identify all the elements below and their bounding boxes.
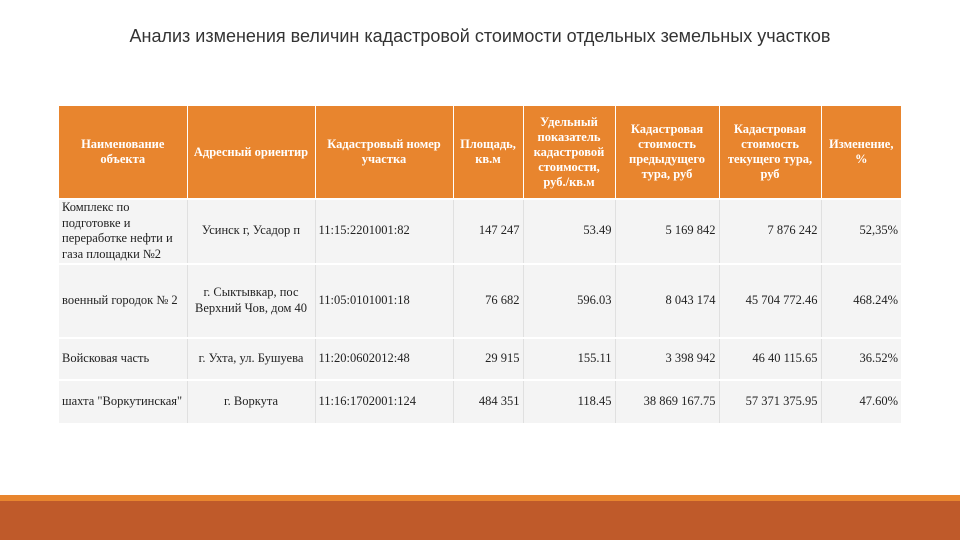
cell-address: г. Сыктывкар, пос Верхний Чов, дом 40 xyxy=(187,264,315,338)
cell-area: 76 682 xyxy=(453,264,523,338)
cell-name: Войсковая часть xyxy=(59,338,187,380)
column-header-change: Изменение, % xyxy=(821,106,901,199)
column-header-current-value: Кадастровая стоимость текущего тура, руб xyxy=(719,106,821,199)
cell-previous-value: 38 869 167.75 xyxy=(615,380,719,423)
cell-name: военный городок № 2 xyxy=(59,264,187,338)
table-header-row xyxy=(59,106,901,199)
cell-change: 47.60% xyxy=(821,380,901,423)
column-header-address: Адресный ориентир xyxy=(187,106,315,199)
cell-change: 36.52% xyxy=(821,338,901,380)
column-header-previous-value: Кадастровая стоимость предыдущего тура, руб xyxy=(615,106,719,199)
page-title: Анализ изменения величин кадастровой стоимости отдельных земельных участков xyxy=(129,26,831,46)
cell-cadastral-number: 11:20:0602012:48 xyxy=(315,338,453,380)
cell-unit-value: 118.45 xyxy=(523,380,615,423)
column-header-unit-value: Удельный показатель кадастровой стоимости, руб./кв.м xyxy=(523,106,615,199)
cell-name: шахта "Воркутинская" xyxy=(59,380,187,423)
table-row xyxy=(59,264,901,338)
cell-change: 468.24% xyxy=(821,264,901,338)
column-header-cadastral-number: Кадастровый номер участка xyxy=(315,106,453,199)
cell-current-value: 57 371 375.95 xyxy=(719,380,821,423)
footer-bar xyxy=(0,501,960,540)
cell-previous-value: 8 043 174 xyxy=(615,264,719,338)
cell-area: 29 915 xyxy=(453,338,523,380)
cell-address: г. Ухта, ул. Бушуева xyxy=(187,338,315,380)
cell-previous-value: 3 398 942 xyxy=(615,338,719,380)
cadastral-table xyxy=(59,106,901,423)
cell-previous-value: 5 169 842 xyxy=(615,199,719,264)
cell-cadastral-number: 11:16:1702001:124 xyxy=(315,380,453,423)
table-row xyxy=(59,199,901,264)
cell-address: г. Воркута xyxy=(187,380,315,423)
cell-name: Комплекс по подготовке и переработке нефти и газа площадки №2 xyxy=(59,199,187,264)
column-header-area: Площадь, кв.м xyxy=(453,106,523,199)
cell-unit-value: 596.03 xyxy=(523,264,615,338)
cell-unit-value: 155.11 xyxy=(523,338,615,380)
cell-area: 484 351 xyxy=(453,380,523,423)
table-row xyxy=(59,338,901,380)
cell-current-value: 7 876 242 xyxy=(719,199,821,264)
cell-current-value: 46 40 115.65 xyxy=(719,338,821,380)
cell-change: 52,35% xyxy=(821,199,901,264)
cell-address: Усинск г, Усадор п xyxy=(187,199,315,264)
column-header-name: Наименование объекта xyxy=(59,106,187,199)
cell-area: 147 247 xyxy=(453,199,523,264)
cell-cadastral-number: 11:05:0101001:18 xyxy=(315,264,453,338)
cell-current-value: 45 704 772.46 xyxy=(719,264,821,338)
table-row xyxy=(59,380,901,423)
cell-unit-value: 53.49 xyxy=(523,199,615,264)
cell-cadastral-number: 11:15:2201001:82 xyxy=(315,199,453,264)
